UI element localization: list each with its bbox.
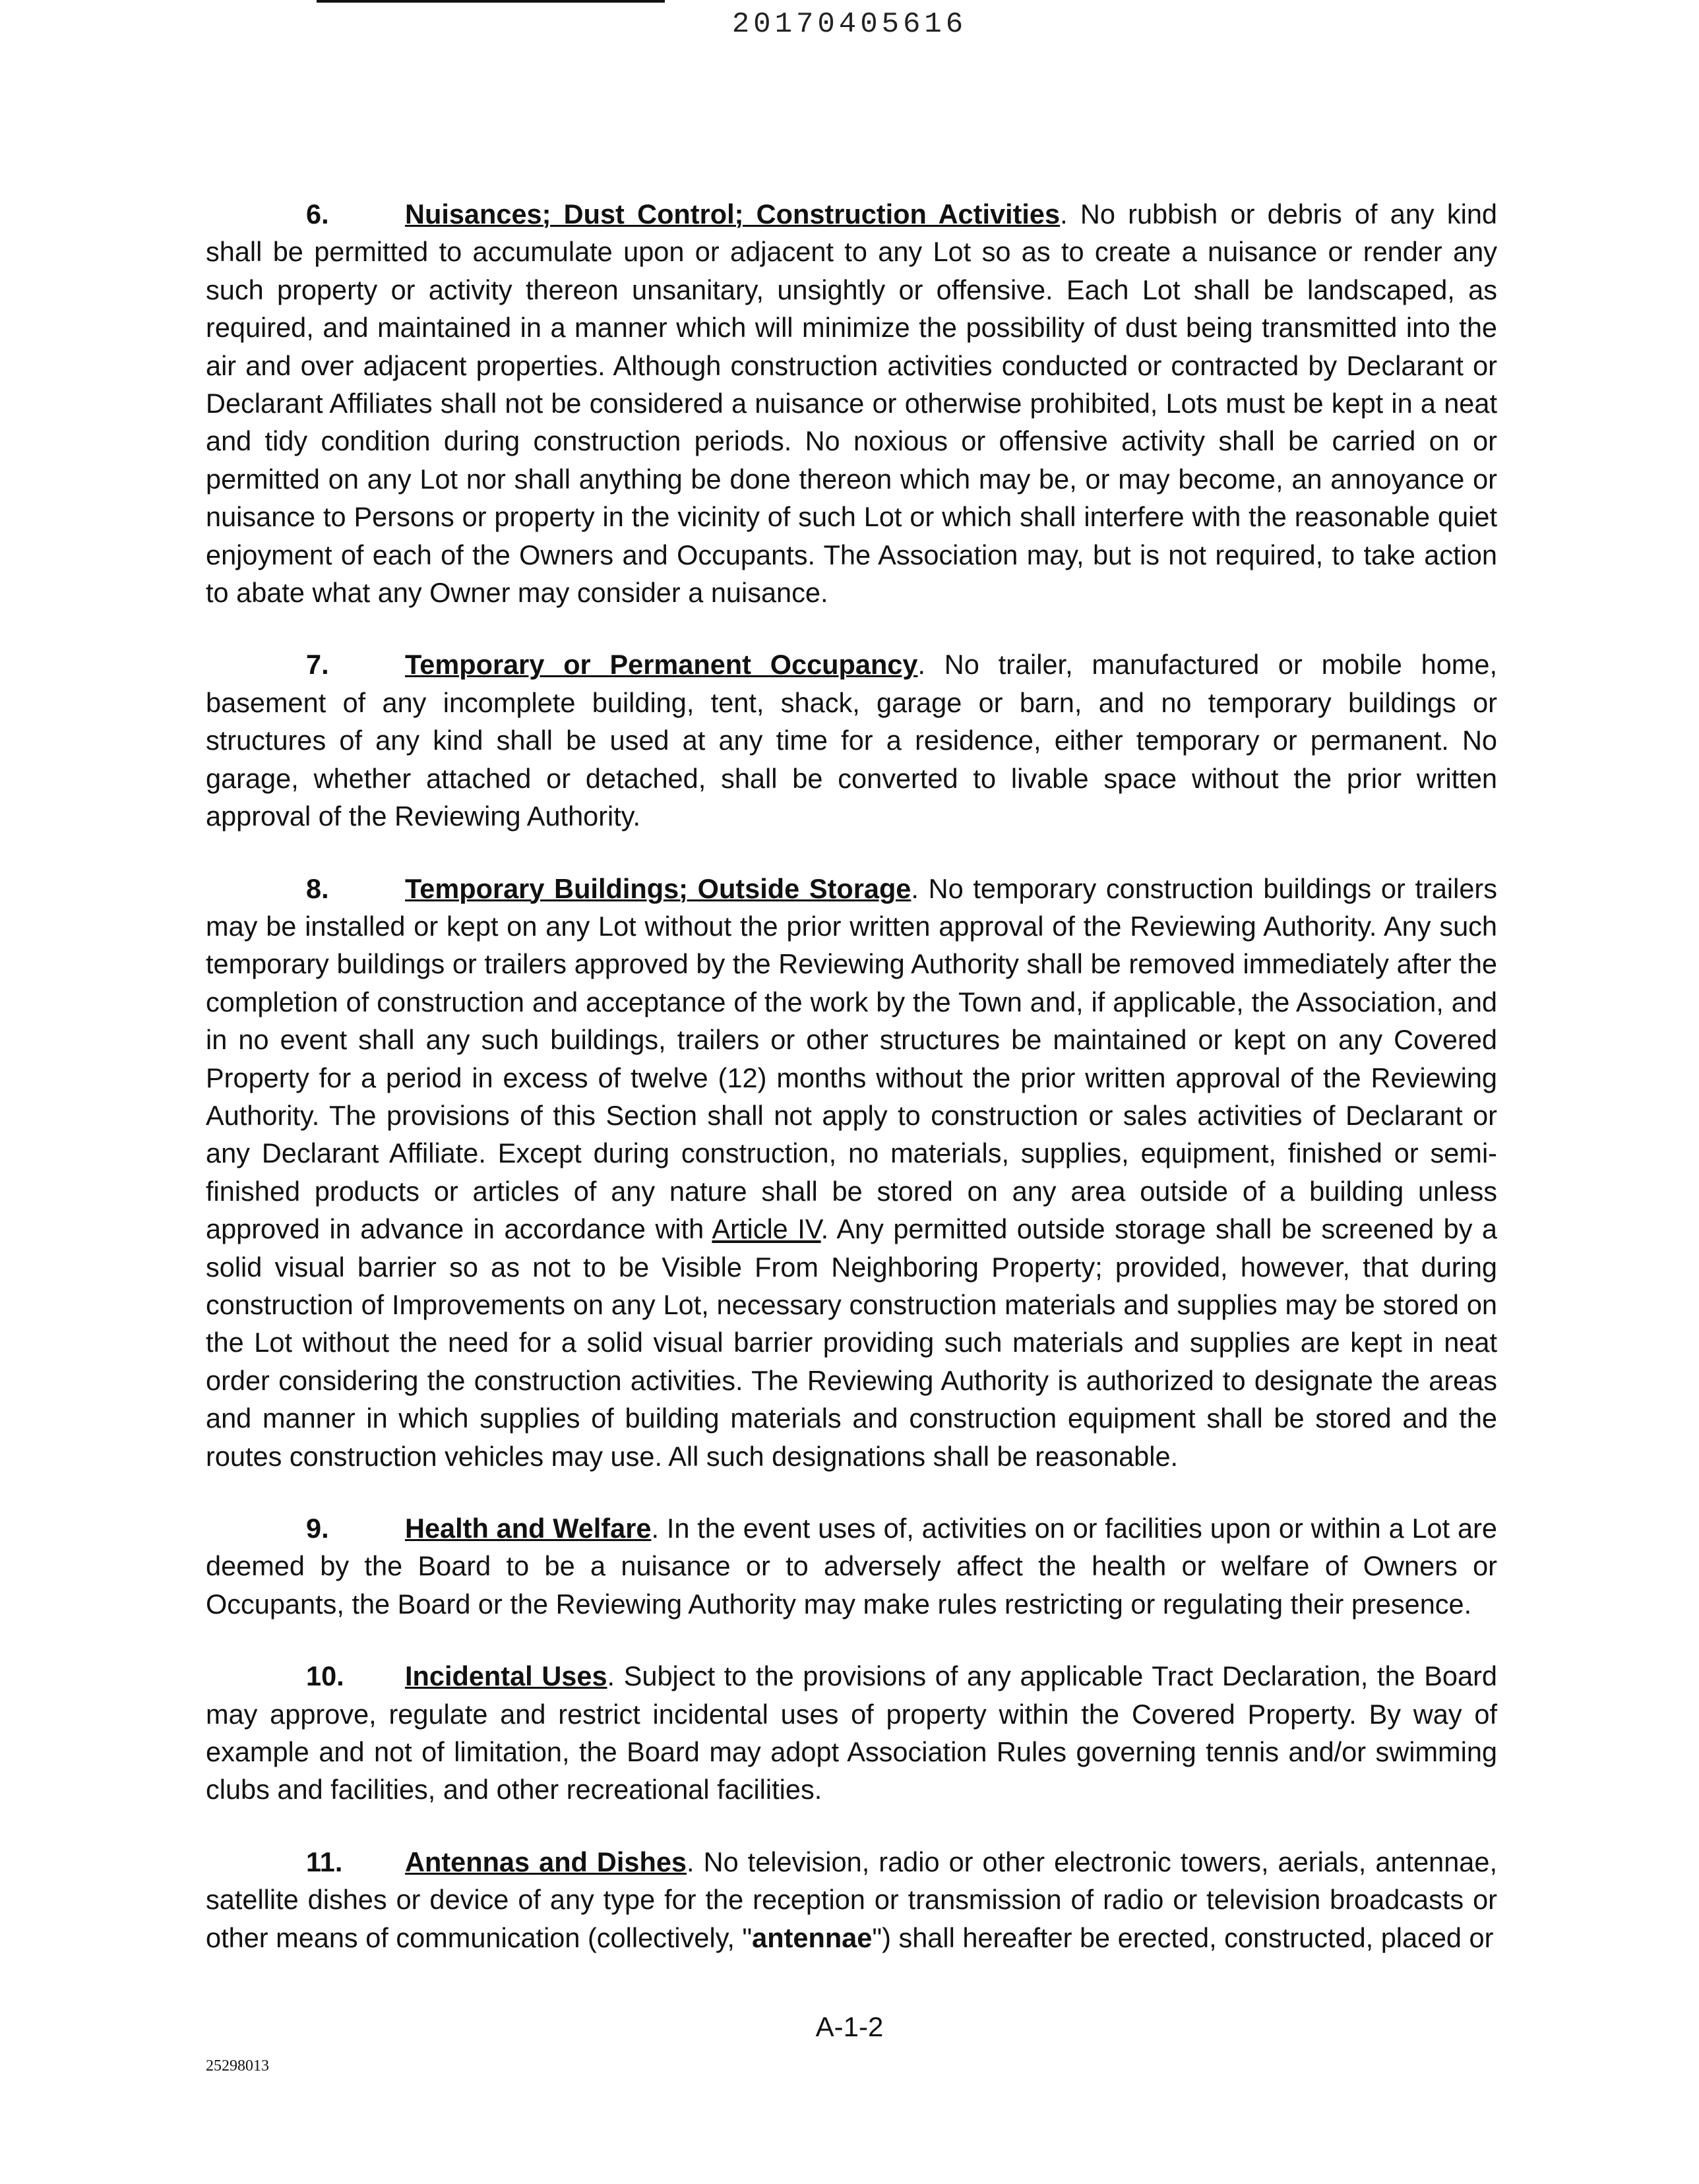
section-heading: Antennas and Dishes: [405, 1846, 687, 1877]
section-number: 6.: [306, 198, 329, 229]
section-heading: Incidental Uses: [405, 1660, 607, 1692]
section-11: [206, 1843, 1497, 1957]
section-8: [206, 870, 1497, 1476]
section-number: 7.: [306, 649, 329, 681]
section-text-continued: ") shall hereafter be erected, constructed, placed or: [872, 1922, 1494, 1953]
section-text: . No television, radio or other electronic towers, aerials, antennae, satellite dishes or device of any type for the reception or transmission of radio or television broadcasts or other means of communication (collectively, ": [206, 1846, 1497, 1953]
recording-number: 20170405616: [731, 8, 968, 41]
section-number: 8.: [306, 872, 329, 904]
section-heading: Temporary Buildings; Outside Storage: [405, 872, 911, 904]
defined-term: antennae: [752, 1922, 873, 1953]
section-heading: Nuisances; Dust Control; Construction Activities: [405, 198, 1061, 229]
section-text: . In the event uses of, activities on or facilities upon or within a Lot are deemed by the Board to be a nuisance or to adversely affect the health or welfare of Owners or Occupants, the Board or the Reviewing Authority may make rules restricting or regulating their presence.: [206, 1513, 1497, 1620]
section-10: [206, 1657, 1497, 1809]
document-body: [206, 195, 1497, 1991]
section-text: . No temporary construction buildings or trailers may be installed or kept on any Lot without the prior written approval of the Reviewing Authority. Any such temporary buildings or trailers approved by the Reviewing Authority shall be removed immediately after the completion of construction and acceptance of the work by the Town and, if applicable, the Association, and in no event shall any such buildings, trailers or other structures be maintained or kept on any Covered Property for a period in excess of twelve (12) months without the prior written approval of the Reviewing Authority. The provisions of this Section shall not apply to construction or sales activities of Declarant or any Declarant Affiliate. Except during construction, no materials, supplies, equipment, finished or semi-finished products or articles of any nature shall be stored on any area outside of a building unless approved in advance in accordance with: [206, 872, 1497, 1245]
section-text-continued: . Any permitted outside storage shall be screened by a solid visual barrier so as not to be Visible From Neighboring Property; provided, however, that during construction of Improvements on any Lot, necessary construction materials and supplies may be stored on the Lot without the need for a solid visual barrier providing such materials and supplies are kept in neat order considering the construction activities. The Reviewing Authority is authorized to designate the areas and manner in which supplies of building materials and construction equipment shall be stored and the routes construction vehicles may use. All such designations shall be reasonable.: [206, 1213, 1498, 1472]
section-text: . Subject to the provisions of any applicable Tract Declaration, the Board may approve, regulate and restrict incidental uses of property within the Covered Property. By way of example and not of limitation, the Board may adopt Association Rules governing tennis and/or swimming clubs and facilities, and other recreational facilities.: [206, 1660, 1497, 1805]
section-text: . No rubbish or debris of any kind shall be permitted to accumulate upon or adjacent to any Lot so as to create a nuisance or render any such property or activity thereon unsanitary, unsightly or offensive. Each Lot shall be landscaped, as required, and maintained in a manner which will minimize the possibility of dust being transmitted into the air and over adjacent properties. Although construction activities conducted or contracted by Declarant or Declarant Affiliates shall not be considered a nuisance or otherwise prohibited, Lots must be kept in a neat and tidy condition during construction periods. No noxious or offensive activity shall be carried on or permitted on any Lot nor shall anything be done thereon which may be, or may become, an annoyance or nuisance to Persons or property in the vicinity of such Lot or which shall interfere with the reasonable quiet enjoyment of each of the Owners and Occupants. The Association may, but is not required, to take action to abate what any Owner may consider a nuisance.: [206, 198, 1497, 609]
section-7: [206, 646, 1497, 835]
section-number: 9.: [306, 1513, 329, 1544]
page-number: A-1-2: [815, 2011, 884, 2042]
article-reference: Article IV: [712, 1213, 821, 1245]
top-rule: [317, 0, 665, 3]
section-number: 11.: [306, 1846, 343, 1877]
section-number: 10.: [306, 1660, 344, 1692]
section-text: . No trailer, manufactured or mobile home, basement of any incomplete building, tent, shack, garage or barn, and no temporary buildings or structures of any kind shall be used at any time for a residence, either temporary or permanent. No garage, whether attached or detached, shall be converted to livable space without the prior written approval of the Reviewing Authority.: [206, 649, 1497, 832]
section-heading: Health and Welfare: [405, 1513, 652, 1544]
document-id: 25298013: [206, 2057, 269, 2075]
section-9: [206, 1509, 1497, 1623]
section-6: [206, 195, 1497, 611]
section-heading: Temporary or Permanent Occupancy: [405, 649, 918, 681]
